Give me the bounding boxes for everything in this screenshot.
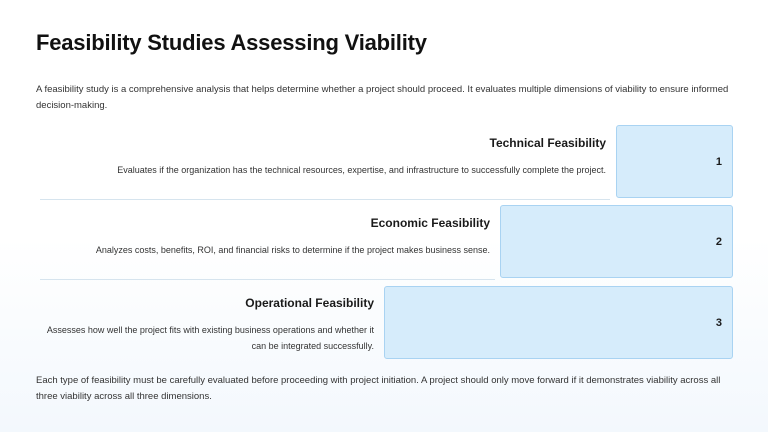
step-1-divider xyxy=(40,199,610,200)
step-2-number: 2 xyxy=(715,235,722,248)
step-2-divider xyxy=(40,279,495,280)
step-2-text xyxy=(50,216,490,258)
intro-text: A feasibility study is a comprehensive analysis that helps determine whether a project should proceed. It evaluates multiple dimensions of viability to ensure informed decision-making. xyxy=(36,84,729,111)
page-title: Feasibility Studies Assessing Viability xyxy=(36,30,427,55)
step-1-box xyxy=(616,125,733,198)
step-3-number: 3 xyxy=(715,316,722,329)
step-2-description: Analyzes costs, benefits, ROI, and financial risks to determine if the project makes business sense. xyxy=(95,245,490,255)
step-1-title: Technical Feasibility xyxy=(489,136,606,150)
step-3-title: Operational Feasibility xyxy=(245,296,374,310)
step-3-box xyxy=(384,286,733,359)
step-2-box xyxy=(500,205,733,278)
step-2-title: Economic Feasibility xyxy=(370,216,490,230)
step-1-text xyxy=(46,136,606,178)
step-3-text xyxy=(39,296,374,354)
step-1-number: 1 xyxy=(715,155,722,168)
step-1-description: Evaluates if the organization has the technical resources, expertise, and infrastructure to successfully complete the project. xyxy=(117,165,606,175)
footer-text: Each type of feasibility must be carefully evaluated before proceeding with project initiation. A project should only move forward if it demonstrates viability across all three viability across all three dimensions. xyxy=(36,375,721,402)
step-3-description: Assesses how well the project fits with existing business operations and whether it can be integrated successfully. xyxy=(46,325,374,351)
